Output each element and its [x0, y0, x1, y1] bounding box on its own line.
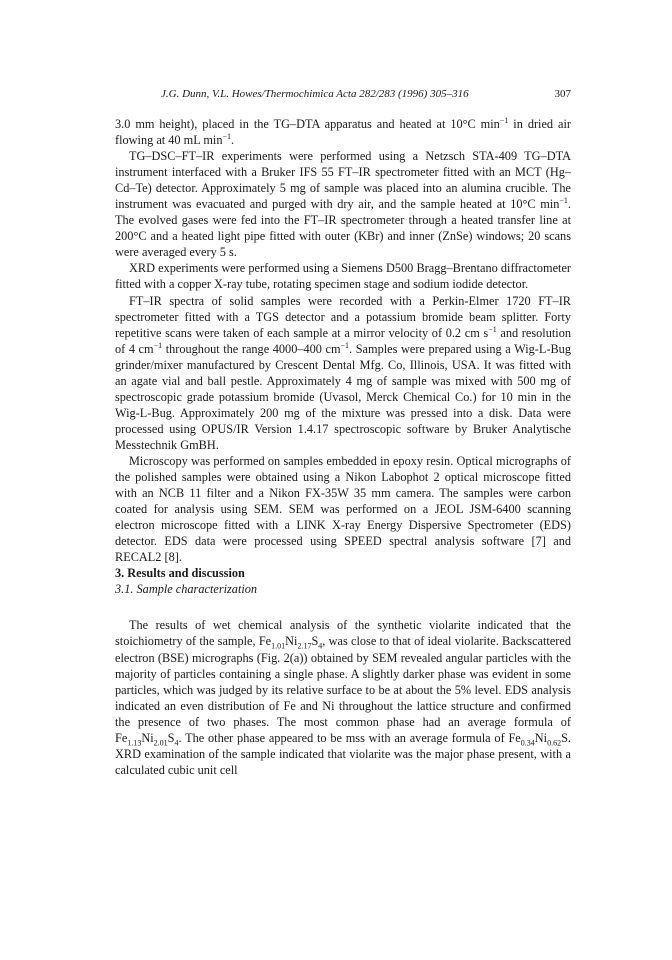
page-number: 307: [554, 88, 571, 100]
paragraph-microscopy: Microscopy was performed on samples embedded in epoxy resin. Optical micrographs of the polished samples were obtained using a Nikon Labophot 2 optical microscope fitted with an NCB 11 filter and a Nikon FX-35W 35 mm camera. The samples were carbon coated for analysis using SEM. SEM was performed on a JEOL JSM-6400 scanning electron microscope fitted with a LINK X-ray Energy Dispersive Spectrometer (EDS) detector. EDS data were processed using SPEED spectral analysis software [7] and RECAL2 [8].: [115, 453, 571, 565]
paragraph-tg-dsc-ftir: TG–DSC–FT–IR experiments were performed using a Netzsch STA-409 TG–DTA instrument interfaced with a Bruker IFS 55 FT–IR spectrometer fitted with an MCT (Hg–Cd–Te) detector. Approximately 5 mg of sample was placed into an alumina crucible. The instrument was evacuated and purged with dry air, and the sample heated at 10°C $\min^{-1}$. The evolved gases were fed into the FT–IR spectrometer through a heated transfer line at 200°C and a heated light pipe fitted with outer (KBr) and inner (ZnSe) windows; 20 scans were averaged every 5 s.: [115, 149, 571, 260]
paragraph-ftir-solid: FT–IR spectra of solid samples were recorded with a Perkin-Elmer 1720 FT–IR spectrometer fitted with a TGS detector and a potassium bromide beam splitter. Forty repetitive scans were taken of each sample at a mirror velocity of 0.2 cm $s^{-1}$ and resolution of 4 $cm^{-1}$ throughout the range 4000–400 $cm^{-1}$. Samples were prepared using a Wig-L-Bug grinder/mixer manufactured by Crescent Dental Mfg. Co, Illinois, USA. It was fitted with an agate vial and ball pestle. Approximately 4 mg of sample was mixed with 500 mg of spectroscopic grade potassium bromide (Uvasol, Merck Chemical Co.) for 10 min in the Wig-L-Bug. Approximately 200 mg of the mixture was pressed into a disk. Data were processed using OPUS/IR Version 1.4.17 spectroscopic software by Bruker Analytische Messtechnik GmBH.: [115, 293, 571, 452]
paragraph-xrd: XRD experiments were performed using a Siemens D500 Bragg–Brentano diffractometer fitted with a copper X-ray tube, rotating specimen stage and sodium iodide detector.: [115, 261, 571, 292]
paragraph-tg-dta: 3.0 mm height), placed in the TG–DTA apparatus and heated at 10°C $\min^{-1}$ in dried air flowing at 40 mL $\min^{-1}$.: [115, 115, 572, 148]
subsection-heading: 3.1. Sample characterization: [115, 582, 258, 597]
page-body: [115, 116, 571, 778]
paragraph-results: The results of wet chemical analysis of the synthetic violarite indicated that the stoichiometry of the sample, $Fe_{1.01}Ni_{2.17}S_4$, was close to that of ideal violarite. Backscattered electron (BSE) micrographs (Fig. 2(a)) obtained by SEM revealed angular particles with the majority of particles containing a single phase. A slightly darker phase was evident in some particles, which was judged by its relative surface to be at about the 5% level. EDS analysis indicated an even distribution of Fe and Ni throughout the lattice structure and confirmed the presence of two phases. The most common phase had an average formula of $Fe_{1.13}Ni_{2.01}S_4$. The other phase appeared to be mss with an average formula of $Fe_{0.34}Ni_{0.62}S$. XRD examination of the sample indicated that violarite was the major phase present, with a calculated cubic unit cell: [115, 618, 571, 777]
running-head: J.G. Dunn, V.L. Howes/Thermochimica Acta 282/283 (1996) 305–316: [161, 88, 469, 100]
section-heading: 3. Results and discussion: [115, 566, 245, 581]
spacer: [115, 597, 571, 617]
